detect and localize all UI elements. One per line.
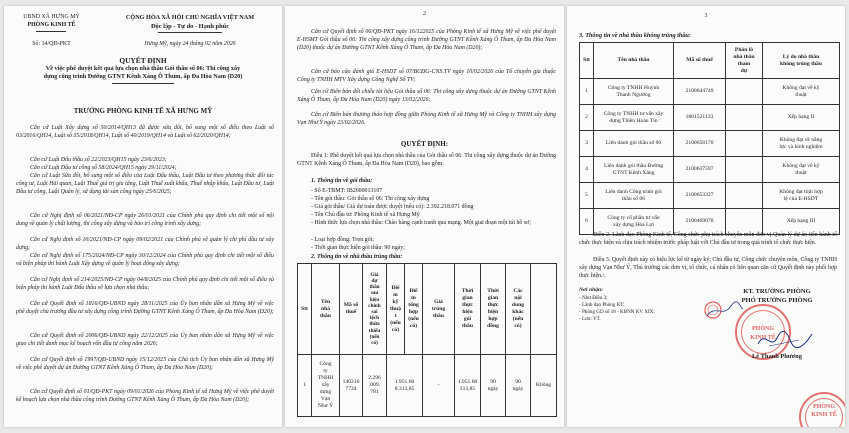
- doc-subject-line-2: dựng công trình Đường GTNT Kênh Xáng Ô Thum, ấp Đa Hòa Nam (D20): [43, 73, 243, 80]
- package-info-item: - Thời gian thực hiện gói thầu: 90 ngày;: [311, 245, 405, 251]
- table-row: [580, 79, 840, 105]
- section-2-title: 2. Thông tin về nhà thầu trúng thầu:: [311, 254, 403, 260]
- table-cell: 3: [580, 131, 594, 157]
- table-cell: 2100653327: [674, 183, 726, 209]
- table-header-row: [298, 264, 557, 355]
- divider: [158, 32, 222, 33]
- page-number: 3: [704, 13, 708, 19]
- signature-title: KT. TRƯỞNG PHÒNG: [743, 288, 811, 295]
- table-cell: 1: [298, 355, 312, 417]
- legal-basis: Căn cứ Luật Xây dựng số 50/2014/QH13 đã được sửa đổi, bổ sung một số điều theo Luật số 03/2016/QH14, Luật số 35/2018/QH14, Luật số 40/2019/QH14 và Luật số 62/2020/QH14;: [16, 125, 274, 140]
- table-cell: Công ty TNHH xây dựng Vạn Như Ý: [312, 355, 340, 417]
- legal-basis: Căn cứ Nghị định số 10/2021/NĐ-CP ngày 09/02/2021 của Chính phủ về quản lý chi phí đầu tư xây dựng;: [16, 237, 274, 252]
- table-cell: [726, 79, 763, 105]
- losing-bidders-table: [579, 42, 840, 235]
- table-cell: [726, 105, 763, 131]
- table-cell: Xếp hạng III: [763, 209, 840, 235]
- table-cell: Không đạt về kỹ thuật: [763, 79, 840, 105]
- divider: [112, 83, 174, 84]
- article-1: Điều 1: Phê duyệt kết quả lựa chọn nhà thầu của Gói thầu số 06: Thi công xây dựng thuộc dự án Đường GTNT Kênh Xáng Ô Thum, ấp Đa Hòa Nam (D20), bao gồm:: [297, 153, 556, 168]
- col-header: Stt: [298, 264, 312, 355]
- table-cell: Liên danh Công trình gói thầu số 06: [594, 183, 674, 209]
- document-page-1: [4, 6, 282, 427]
- recipient-item: - Như Điều 3;: [579, 295, 608, 301]
- package-info-item: - Hình thức lựa chọn nhà thầu: Chào hàng cạnh tranh qua mạng. Một giai đoạn một túi hồ sơ;: [311, 220, 531, 226]
- legal-basis: Căn cứ Luật Sửa đổi, bổ sung một số điều của Luật Đấu thầu, Luật Đầu tư theo phương thức đối tác công tư, Luật Hải quan, Luật Thuế giá trị gia tăng, Luật Thuế xuất khẩu, Thuế nhập khẩu, Luật Đầu tư, Luật Đầu tư công, Luật Quản lý, sử dụng tài sản công ngày 25/6/2025;: [16, 173, 274, 196]
- signer-name: Lê Thanh Phương: [752, 353, 802, 360]
- col-header: Giá trúng thầu: [423, 264, 455, 355]
- col-header: Thời gian thực hiện gói thầu: [455, 264, 481, 355]
- decision-heading: QUYẾT ĐỊNH:: [400, 140, 449, 148]
- legal-basis: Căn cứ Quyết định số 2006/QĐ-UBND ngày 22/12/2025 của Ủy ban nhân dân xã Hưng Mỹ về việc giao chi tiết danh mục kế hoạch vốn đầu tư công năm 2026;: [16, 333, 274, 348]
- document-page-3: [567, 6, 845, 427]
- org-name: UBND XÃ HƯNG MỸ: [23, 14, 80, 20]
- col-header: Mã số thuế: [340, 264, 363, 355]
- table-cell: 90 ngày: [481, 355, 506, 417]
- package-info-item: - Loại hợp đồng: Trọn gói;: [311, 237, 374, 243]
- nation-title: CỘNG HÒA XÃ HỘI CHỦ NGHĨA VIỆT NAM: [125, 14, 255, 21]
- col-header: [531, 264, 557, 355]
- stamp-text: KINH TẾ: [750, 335, 776, 341]
- table-cell: 5: [580, 183, 594, 209]
- doc-subject-line-1: Về việc phê duyệt kết quả lựa chọn nhà thầu Gói thầu số 06: Thi công xây: [45, 65, 241, 72]
- table-cell: Không đạt tính hợp lệ của E-HSDT: [763, 183, 840, 209]
- article-2: Điều 2. Lãnh đạo Phòng Kinh tế, Công chức phụ trách chuyên môn đơn vị Quản lý dự án tiến hành tổ chức thực hiện và chịu trách nhiệm trước pháp luật với Chủ đầu tư trong quá trình tổ chức thực hiện.: [579, 232, 837, 247]
- recipients-title: Nơi nhận:: [579, 287, 603, 293]
- col-header: Điể m tổng hợp (nếu có): [405, 264, 423, 355]
- stamp-text: KINH TẾ: [811, 412, 837, 418]
- legal-basis: Căn cứ Quyết định số 06/QĐ-PKT ngày 16/122025 của Phòng Kinh tế xã Hưng Mỹ về việc phê duyệt E-HSMT Gói thầu số 06: Thi công xây dựng công trình Đường GTNT Kênh Xáng Ô Thum, ấp Đa Hòa Nam (D20) thuộc dự án Đường GTNT Kênh Xáng Ô Thum, ấp Đa Hòa Nam (D20);: [297, 29, 556, 52]
- table-cell: 1: [580, 79, 594, 105]
- col-header: Thời gian thực hiện hợp đồng: [481, 264, 506, 355]
- legal-basis: Căn cứ Quyết định số 1816/QĐ-UBND ngày 28/11/2025 của Ủy ban nhân dân xã Hưng Mỹ về việc phê duyệt chủ trương đầu tư xây dựng công trình Đường GTNT Kênh Xáng Ô Thum, ấp Đa Hòa Nam (D20);: [16, 301, 274, 316]
- divider: [36, 31, 66, 32]
- table-cell: Liên danh gói thầu số 06: [594, 131, 674, 157]
- legal-basis: Căn cứ Nghị định số 214/2025/NĐ-CP ngày 04/8/2025 của Chính phủ quy định chi tiết một số điều và biện pháp thi hành Luật Đấu thầu về lựa chọn nhà thầu;: [16, 277, 274, 292]
- winning-bidder-table: [297, 263, 557, 417]
- document-page-2: [285, 6, 564, 427]
- legal-basis: Căn cứ Nghị định số 175/2024/NĐ-CP ngày 30/12/2024 của Chính phủ quy định chi tiết một số điều và biện pháp thi hành Luật Xây dựng về quản lý hoạt động xây dựng;: [16, 253, 274, 268]
- table-cell: Công ty TNHH Huỳnh Thanh Ngường: [594, 79, 674, 105]
- table-row: [580, 183, 840, 209]
- table-row: [580, 131, 840, 157]
- table-cell: Công ty TNHH tư vấn xây dựng Thiên Hoàn Tín: [594, 105, 674, 131]
- table-row: [580, 105, 840, 131]
- table-cell: 2100644749: [674, 79, 726, 105]
- recipient-item: - Phòng GD số 18 - KBNN KV XIX;: [579, 309, 655, 315]
- nation-motto: Độc lập - Tự do - Hạnh phúc: [150, 23, 230, 30]
- stamp-text: PHÒNG: [813, 404, 835, 410]
- official-stamp-partial: [799, 392, 845, 427]
- col-header: Tên nhà thầu: [312, 264, 340, 355]
- package-info-item: - Tên gói thầu: Gói thầu số 06: Thi công xây dựng: [311, 196, 430, 202]
- table-cell: 2100637597: [674, 157, 726, 183]
- table-cell: Liên danh gói thầu Đường GTNT Kênh Xáng: [594, 157, 674, 183]
- section-3-title: 3. Thông tin về nhà thầu không trúng thầu:: [579, 32, 691, 39]
- legal-basis: Căn cứ Nghị định số 06/2021/NĐ-CP ngày 26/01/2021 của Chính phủ quy định chi tiết một số nội dung về quản lý chất lượng, thi công xây dựng và bảo trì công trình xây dựng;: [16, 213, 274, 228]
- doc-number: Số: 14/QĐ-PKT: [32, 41, 71, 47]
- package-info-item: - Giá gói thầu/ Giá dự toán được duyệt (nếu có): 2.392.218.071 đồng: [311, 204, 474, 210]
- col-header: Giá dự thầu sau hiệu chỉnh sai lệch thừa thiếu (nếu có): [363, 264, 387, 355]
- table-cell: 2100658170: [674, 131, 726, 157]
- signature-subtitle: PHÓ TRƯỞNG PHÒNG: [741, 297, 813, 304]
- table-cell: Công ty cổ phần tư vấn xây dựng Hòa Lợi: [594, 209, 674, 235]
- table-cell: 1.951.60 8.313,85: [387, 355, 423, 417]
- col-header: Lý do nhà thầu không trúng thầu: [763, 43, 840, 79]
- legal-basis: Căn cứ Biên bản đối chiếu tài liệu Gói thầu số 06: Thi công xây dựng thuộc dự án Đường GTNT Kênh Xáng Ô Thum, ấp Đa Hòa Nam (D20) ngày 13/02/2026;: [297, 89, 556, 104]
- table-cell: 2: [580, 105, 594, 131]
- table-cell: 2100469078: [674, 209, 726, 235]
- col-header: Tên nhà thầu: [594, 43, 674, 79]
- package-info-item: - Số E-TBMT: IB2600013107: [311, 188, 383, 194]
- col-header: Điể m kỹ thuậ t (nếu có): [387, 264, 405, 355]
- handwritten-signature: [755, 328, 815, 352]
- issuing-authority: TRƯỞNG PHÒNG KINH TẾ XÃ HƯNG MỸ: [73, 107, 213, 115]
- table-cell: [726, 183, 763, 209]
- table-cell: Không đạt về kỹ thuật: [763, 157, 840, 183]
- recipient-item: - Lưu: VT.: [579, 316, 601, 322]
- col-header: Phân lô nhà thầu tham dự: [726, 43, 763, 79]
- table-cell: 2.296 .009. 781: [363, 355, 387, 417]
- table-cell: Xếp hạng II: [763, 105, 840, 131]
- table-row: [580, 157, 840, 183]
- table-header-row: [580, 43, 840, 79]
- legal-basis: Căn cứ Biên bản thương thảo hợp đồng giữa Phòng Kinh tế xã Hưng Mỹ và Công ty TNHH xây dựng Vạn Như Ý ngày 23/02/2026.: [297, 112, 556, 127]
- legal-basis: Căn cứ báo cáo đánh giá E-HSDT số 07/BCĐG-CNS.TV ngày 10/02/2026 của Tổ chuyên gia thuộc Công ty TNHH MTV Xây dựng Công Nghệ Số TV;: [297, 69, 556, 84]
- table-cell: 4: [580, 157, 594, 183]
- table-cell: 6: [580, 209, 594, 235]
- table-cell: 1801521133: [674, 105, 726, 131]
- legal-basis: Căn cứ Quyết định số 01/QĐ-PKT ngày 09/01/2026 của Phòng Kinh tế xã Hưng Mỹ về việc phê duyệt kế hoạch lựa chọn nhà thầu công trình Đường GTNT Kênh Xáng Ô Thum, ấp Đa Hòa Nam (D20);: [16, 389, 274, 404]
- article-3: Điều 3. Quyết định này có hiệu lực kể từ ngày ký; Chủ đầu tư, Công chức chuyên môn, Công ty TNHH xây dựng Vạn Như Ý, Thủ trưởng các đơn vị, tổ chức, cá nhân có liên quan căn cứ Quyết định này phối hợp thực hiện./.: [579, 257, 837, 280]
- table-cell: [726, 157, 763, 183]
- table-cell: 1.951.60 313,85: [455, 355, 481, 417]
- date-line: Hưng Mỹ, ngày 24 tháng 02 năm 2026: [144, 41, 236, 47]
- col-header: Mã số thuế: [674, 43, 726, 79]
- section-1-title: 1. Thông tin về gói thầu:: [311, 178, 373, 184]
- legal-basis: Căn cứ Luật Đầu tư công số 58/2024/QH15 ngày 29/11/2024;: [30, 165, 177, 171]
- table-cell: [726, 131, 763, 157]
- table-cell: Không đạt về năng lực và kinh nghiệm: [763, 131, 840, 157]
- recipient-item: - Lãnh đạo Phòng KT;: [579, 302, 625, 308]
- table-row: [298, 355, 557, 417]
- legal-basis: Căn cứ Luật Đấu thầu số 22/2023/QH15 ngày 23/6/2023;: [30, 157, 167, 163]
- table-cell: 90 ngày: [506, 355, 531, 417]
- legal-basis: Căn cứ Quyết định số 1997/QĐ-UBND ngày 15/12/2025 của Chủ tịch Ủy ban nhân dân xã Hưng Mỹ về việc phê duyệt dự án Đường GTNT Kênh Xáng Ô Thum, ấp Đa Hòa Nam (D20);: [16, 357, 274, 372]
- stamp-text: PHÒNG: [752, 326, 774, 332]
- table-cell: Không: [531, 355, 557, 417]
- org-department: PHÒNG KINH TẾ: [27, 22, 76, 28]
- doc-type: QUYẾT ĐỊNH: [119, 56, 167, 65]
- page-number: 2: [423, 11, 426, 17]
- col-header: Các nội dung khác (nếu có): [506, 264, 531, 355]
- package-info-item: - Tên Chủ đầu tư: Phòng Kinh tế xã Hưng Mỹ: [311, 212, 420, 218]
- col-header: Stt: [580, 43, 594, 79]
- table-cell: -: [423, 355, 455, 417]
- table-cell: 140210 7724: [340, 355, 363, 417]
